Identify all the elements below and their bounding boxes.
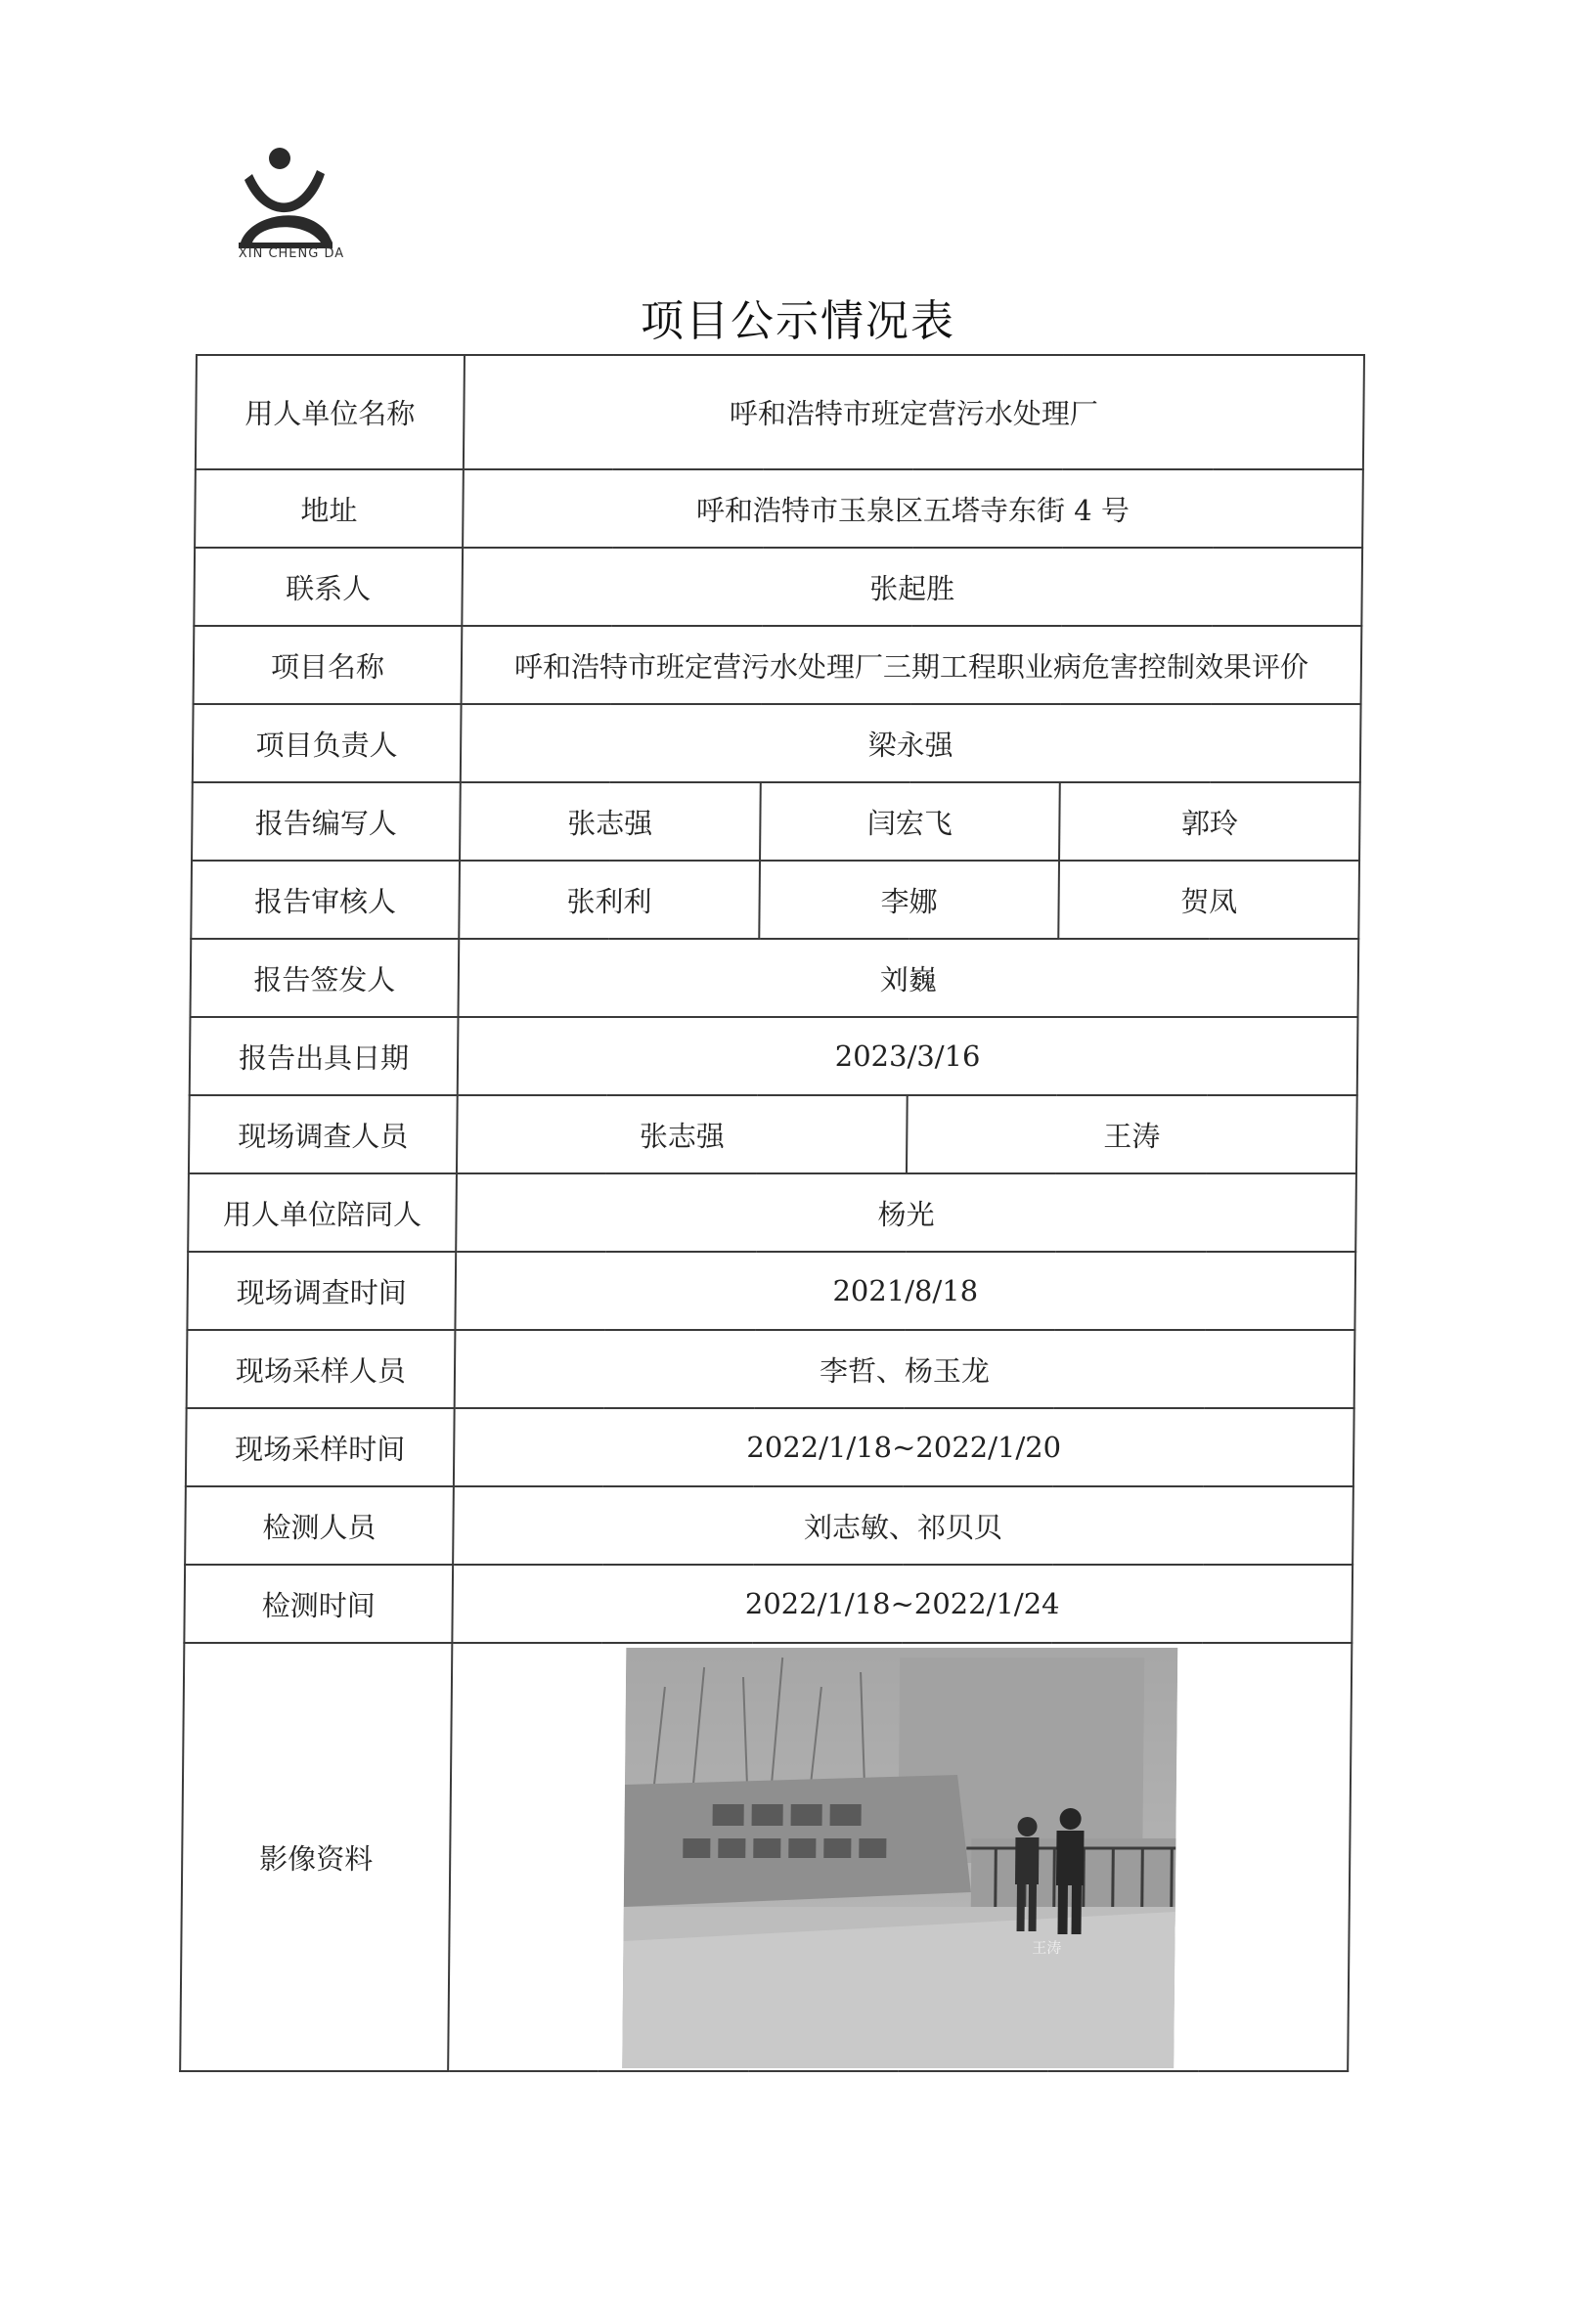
table-row [185,1486,1353,1565]
survey-staff-label: 现场调查人员 [189,1095,458,1173]
table-row [190,939,1358,1017]
table-row [184,1565,1352,1643]
table-row [193,704,1361,782]
project-lead-value: 梁永强 [461,704,1361,782]
testing-staff-value: 刘志敏、祁贝贝 [453,1486,1353,1565]
sampling-time-label: 现场采样时间 [186,1408,455,1486]
report-date-label: 报告出具日期 [190,1017,459,1095]
table-row [187,1252,1355,1330]
report-issuer-value: 刘巍 [458,939,1358,1017]
image-cell [448,1643,1352,2071]
address-value: 呼和浩特市玉泉区五塔寺东街 4 号 [463,469,1363,548]
table-row [188,1173,1356,1252]
image-label: 影像资料 [180,1643,452,2071]
employer-value: 呼和浩特市班定营污水处理厂 [464,355,1364,469]
project-name-label: 项目名称 [194,626,463,704]
logo-text: XIN CHENG DA [238,246,345,261]
table-row [194,626,1362,704]
survey-time-value: 2021/8/18 [455,1252,1355,1330]
table-row [195,469,1363,548]
testing-staff-label: 检测人员 [185,1486,454,1565]
sampling-staff-value: 李哲、杨玉龙 [455,1330,1355,1408]
contact-value: 张起胜 [462,548,1362,626]
report-reviewers-label: 报告审核人 [191,861,460,939]
project-info-table [179,354,1365,2072]
photo-caption: 王涛 [1032,1940,1062,1957]
table-row [189,1095,1357,1173]
report-writer-2: 闫宏飞 [760,782,1060,861]
report-issuer-label: 报告签发人 [190,939,459,1017]
testing-time-value: 2022/1/18~2022/1/24 [452,1565,1352,1643]
report-reviewer-1: 张利利 [459,861,759,939]
address-label: 地址 [195,469,464,548]
survey-staff-1: 张志强 [457,1095,908,1173]
table-row [187,1330,1355,1408]
contact-label: 联系人 [194,548,463,626]
report-writer-1: 张志强 [460,782,760,861]
report-date-value: 2023/3/16 [458,1017,1358,1095]
escort-label: 用人单位陪同人 [188,1173,457,1252]
table-row [192,782,1360,861]
survey-staff-2: 王涛 [907,1095,1357,1173]
survey-time-label: 现场调查时间 [187,1252,456,1330]
table-row [190,1017,1358,1095]
project-name-value: 呼和浩特市班定营污水处理厂三期工程职业病危害控制效果评价 [462,626,1362,704]
employer-label: 用人单位名称 [196,355,465,469]
site-photo [622,1648,1177,2068]
project-lead-label: 项目负责人 [193,704,462,782]
table-row [180,1643,1352,2071]
escort-value: 杨光 [456,1173,1356,1252]
table-row [196,355,1364,469]
report-writer-3: 郭玲 [1059,782,1359,861]
report-writers-label: 报告编写人 [192,782,461,861]
report-reviewer-3: 贺凤 [1059,861,1359,939]
table-row [194,548,1362,626]
table-row [191,861,1359,939]
page-title: 项目公示情况表 [641,296,955,346]
report-reviewer-2: 李娜 [759,861,1059,939]
sampling-time-value: 2022/1/18~2022/1/20 [454,1408,1354,1486]
sampling-staff-label: 现场采样人员 [187,1330,456,1408]
table-row [186,1408,1354,1486]
testing-time-label: 检测时间 [184,1565,453,1643]
